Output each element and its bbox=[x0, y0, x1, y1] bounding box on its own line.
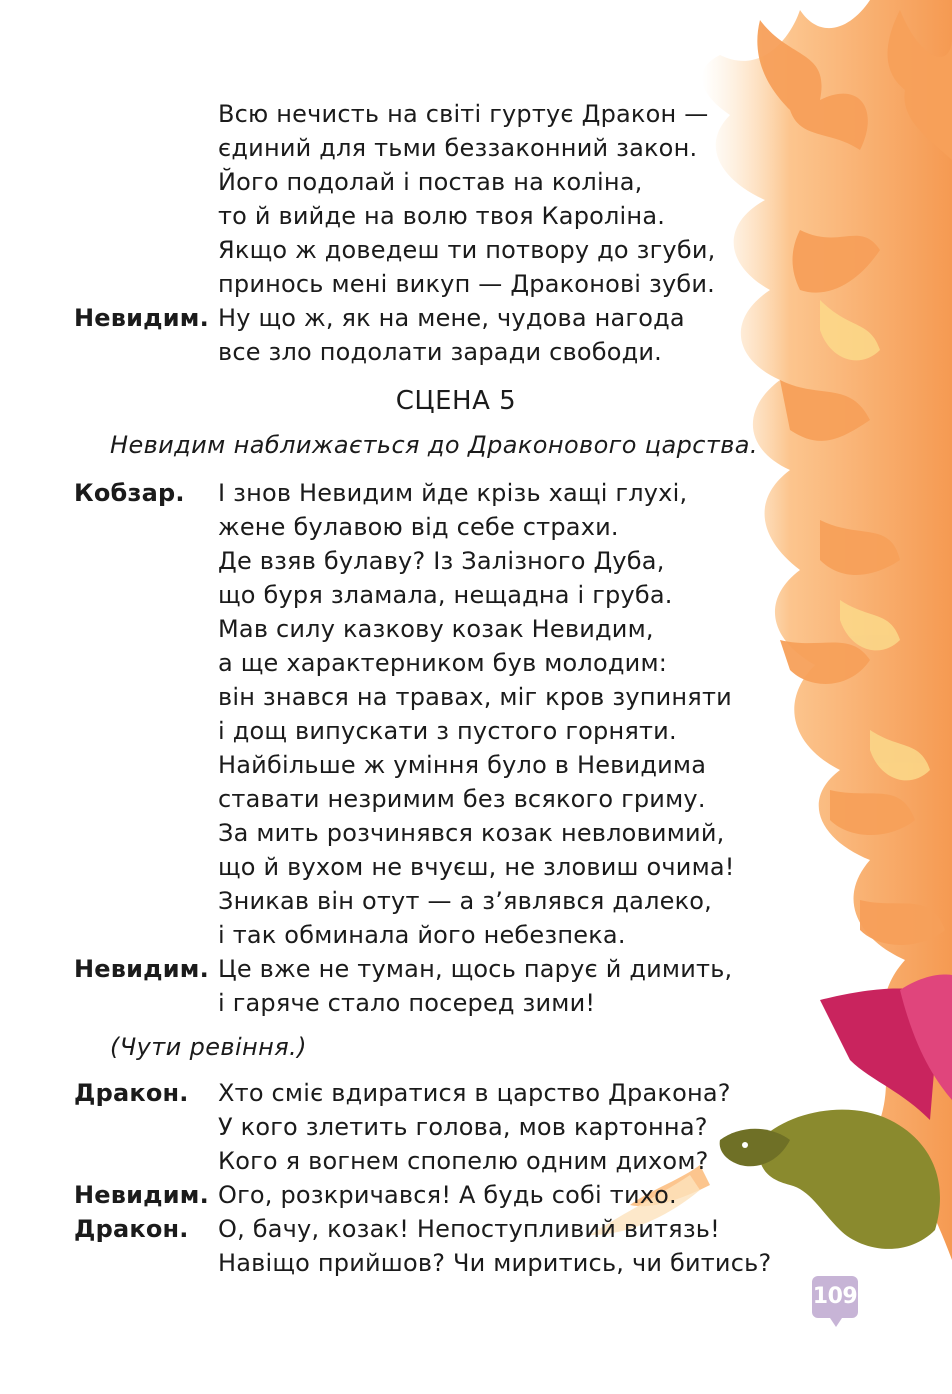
verse-line: ставати незримим без всякого гриму. bbox=[218, 785, 706, 813]
verse-line: О, бачу, козак! Непоступливий витязь! bbox=[218, 1215, 720, 1243]
verse-line: Зникав він отут — а з’являвся далеко, bbox=[218, 887, 712, 915]
verse-line: Найбільше ж уміння було в Невидима bbox=[218, 751, 707, 779]
verse-line: він знався на травах, міг кров зупиняти bbox=[218, 683, 732, 711]
verse-line: жене булавою від себе страхи. bbox=[218, 513, 619, 541]
speaker-label: Невидим. bbox=[74, 1181, 209, 1209]
speaker-label: Дракон. bbox=[74, 1079, 189, 1107]
verse-line: Ну що ж, як на мене, чудова нагода bbox=[218, 304, 685, 332]
verse-line: Де взяв булаву? Із Залізного Дуба, bbox=[218, 547, 665, 575]
verse-line: і так обминала його небезпека. bbox=[218, 921, 626, 949]
speaker-label: Невидим. bbox=[74, 304, 209, 332]
verse-line: що буря зламала, нещадна і груба. bbox=[218, 581, 673, 609]
verse-line: Всю нечисть на світі гуртує Дракон — bbox=[218, 100, 709, 128]
speaker-label: Кобзар. bbox=[74, 479, 185, 507]
verse-line: Кого я вогнем спопелю одним дихом? bbox=[218, 1147, 709, 1175]
verse-line: Хто сміє вдиратися в царство Дракона? bbox=[218, 1079, 731, 1107]
verse-line: І знов Невидим йде крізь хащі глухі, bbox=[218, 479, 688, 507]
verse-line: то й вийде на волю твоя Кароліна. bbox=[218, 202, 666, 230]
verse-line: а ще характерником був молодим: bbox=[218, 649, 668, 677]
verse-line: і гаряче стало посеред зими! bbox=[218, 989, 596, 1017]
verse-line: і дощ випускати з пустого горняти. bbox=[218, 717, 677, 745]
verse-line: Навіщо прийшов? Чи миритись, чи битись? bbox=[218, 1249, 772, 1277]
verse-line: Якщо ж доведеш ти потвору до згуби, bbox=[218, 236, 716, 264]
verse-line: Мав силу казкову козак Невидим, bbox=[218, 615, 654, 643]
verse-line: єдиний для тьми беззаконний закон. bbox=[218, 134, 698, 162]
speaker-label: Невидим. bbox=[74, 955, 209, 983]
verse-line: Його подолай і постав на коліна, bbox=[218, 168, 643, 196]
verse-line: що й вухом не вчуєш, не зловиш очима! bbox=[218, 853, 735, 881]
verse-line: За мить розчинявся козак невловимий, bbox=[218, 819, 725, 847]
page-number: 109 bbox=[812, 1276, 858, 1318]
verse-line: все зло подолати заради свободи. bbox=[218, 338, 663, 366]
verse-line: Це вже не туман, щось парує й димить, bbox=[218, 955, 733, 983]
verse-line: У кого злетить голова, мов картонна? bbox=[218, 1113, 708, 1141]
stage-remark: (Чути ревіння.) bbox=[110, 1033, 307, 1061]
verse-line: Ого, розкричався! А будь собі тихо. bbox=[218, 1181, 677, 1209]
speaker-label: Дракон. bbox=[74, 1215, 189, 1243]
stage-direction: Невидим наближається до Драконового царства. bbox=[110, 431, 758, 459]
scene-heading: СЦЕНА 5 bbox=[395, 386, 517, 416]
verse-line: принось мені викуп — Драконові зуби. bbox=[218, 270, 715, 298]
